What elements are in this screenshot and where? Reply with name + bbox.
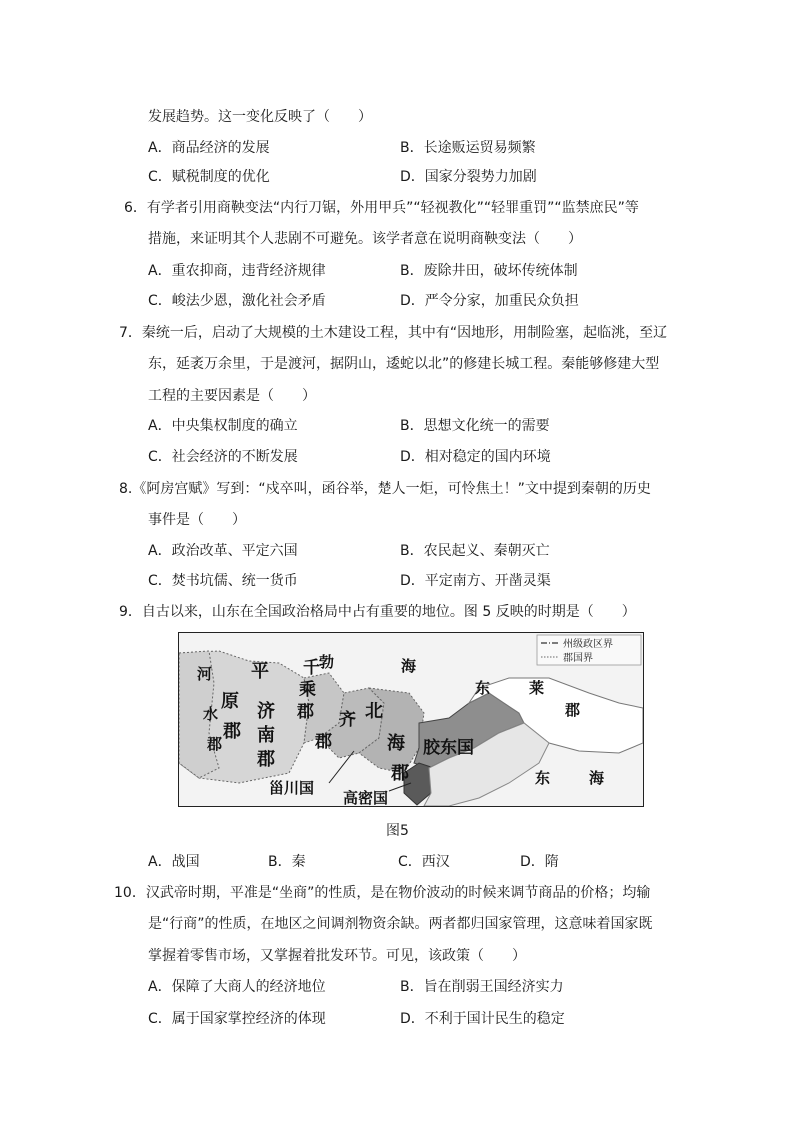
question-7-line-3: 工程的主要因素是（ ） — [148, 388, 316, 404]
label-hai2: 海 — [401, 657, 417, 675]
q5-option-b: B．长途贩运贸易频繁 — [400, 140, 536, 156]
label-dong: 东 — [475, 679, 491, 697]
question-8-line-2: 事件是（ ） — [148, 512, 246, 528]
label-yuan: 原 — [221, 691, 239, 712]
q6-option-d: D．严令分家，加重民众负担 — [400, 293, 579, 309]
question-10-line-2: 是“行商”的性质，在地区之间调剂物资余缺。两者都归国家管理，这意味着国家既 — [148, 916, 653, 932]
q10-option-d: D．不利于国计民生的稳定 — [400, 1011, 565, 1027]
han-shandong-map — [178, 632, 644, 807]
label-donghai-dong: 东 — [535, 769, 551, 787]
map-legend — [537, 635, 641, 665]
q10-option-b: B．旨在削弱王国经济实力 — [400, 979, 564, 995]
label-cheng: 乘 — [299, 680, 316, 700]
question-5-stem-end: 发展趋势。这一变化反映了（ ） — [148, 109, 372, 125]
label-jun2: 郡 — [223, 721, 241, 742]
q5-option-c: C．赋税制度的优化 — [148, 169, 270, 185]
label-donghai-hai: 海 — [589, 769, 605, 787]
q9-option-c: C．西汉 — [398, 854, 450, 870]
label-jun4: 郡 — [297, 702, 314, 722]
label-jun6: 郡 — [391, 763, 409, 784]
q8-option-b: B．农民起义、秦朝灭亡 — [400, 543, 550, 559]
q7-option-c: C．社会经济的不断发展 — [148, 449, 298, 465]
question-6-line-1: 6．有学者引用商鞅变法“内行刀锯，外用甲兵”“轻视教化”“轻罪重罚”“监禁庶民”等 — [124, 200, 639, 216]
label-shui: 水 — [203, 705, 219, 723]
q8-option-a: A．政治改革、平定六国 — [148, 543, 298, 559]
q7-option-b: B．思想文化统一的需要 — [400, 418, 550, 434]
question-7-line-2: 东，延袤万余里，于是渡河，据阴山，逶蛇以北”的修建长城工程。秦能够修建大型 — [148, 356, 660, 372]
question-7-line-1: 7．秦统一后，启动了大规模的土木建设工程，其中有“因地形，用制险塞，起临洮，至辽 — [119, 325, 668, 341]
label-qi: 齐 — [339, 710, 356, 730]
label-hai1: 海 — [387, 733, 405, 754]
question-8-line-1: 8.《阿房宫赋》写到：“戍卒叫，函谷举，楚人一炬，可怜焦土！”文中提到秦朝的历史 — [119, 481, 651, 497]
q9-option-d: D．隋 — [520, 854, 559, 870]
label-jun1: 郡 — [207, 735, 223, 753]
label-ping: 平 — [251, 661, 269, 682]
label-qian: 千 — [303, 658, 320, 678]
figure-caption: 图5 — [386, 823, 409, 839]
q5-option-a: A．商品经济的发展 — [148, 140, 270, 156]
label-gaomi: 高密国 — [343, 789, 389, 806]
q6-option-b: B．废除井田，破坏传统体制 — [400, 263, 578, 279]
legend-prefecture-boundary: 州级政区界 — [563, 639, 613, 650]
q8-option-d: D．平定南方、开凿灵渠 — [400, 573, 551, 589]
label-bo: 勃 — [319, 653, 335, 671]
q7-option-d: D．相对稳定的国内环境 — [400, 449, 551, 465]
q9-option-b: B．秦 — [268, 854, 306, 870]
q6-option-c: C．峻法少恩，激化社会矛盾 — [148, 293, 326, 309]
label-nan: 南 — [257, 725, 275, 746]
q10-option-c: C．属于国家掌控经济的体现 — [148, 1011, 326, 1027]
label-jun5: 郡 — [315, 732, 332, 752]
q5-option-d: D．国家分裂势力加剧 — [400, 169, 537, 185]
label-jiaodong: 胶东国 — [423, 738, 474, 758]
question-9-stem: 9．自古以来，山东在全国政治格局中占有重要的地位。图 5 反映的时期是（ ） — [119, 604, 636, 620]
label-zichuan: 甾川国 — [269, 779, 315, 797]
q6-option-a: A．重农抑商，违背经济规律 — [148, 263, 326, 279]
label-jun7: 郡 — [565, 701, 581, 719]
question-6-line-2: 措施，来证明其个人悲剧不可避免。该学者意在说明商鞅变法（ ） — [148, 231, 582, 247]
label-he: 河 — [197, 665, 213, 683]
label-jun3: 郡 — [257, 749, 275, 770]
question-10-line-3: 掌握着零售市场，又掌握着批发环节。可见，该政策（ ） — [148, 948, 526, 964]
q8-option-c: C．焚书坑儒、统一货币 — [148, 573, 298, 589]
label-bei: 北 — [365, 701, 383, 722]
q9-option-a: A．战国 — [148, 854, 200, 870]
question-10-line-1: 10．汉武帝时期，平准是“坐商”的性质，是在物价波动的时候来调节商品的价格；均输 — [114, 885, 651, 901]
q7-option-a: A．中央集权制度的确立 — [148, 418, 298, 434]
label-lai: 莱 — [529, 679, 545, 697]
q10-option-a: A．保障了大商人的经济地位 — [148, 979, 326, 995]
legend-commandery-boundary: 郡国界 — [563, 653, 593, 664]
map-graphic — [179, 633, 643, 806]
label-ji: 济 — [257, 701, 275, 722]
